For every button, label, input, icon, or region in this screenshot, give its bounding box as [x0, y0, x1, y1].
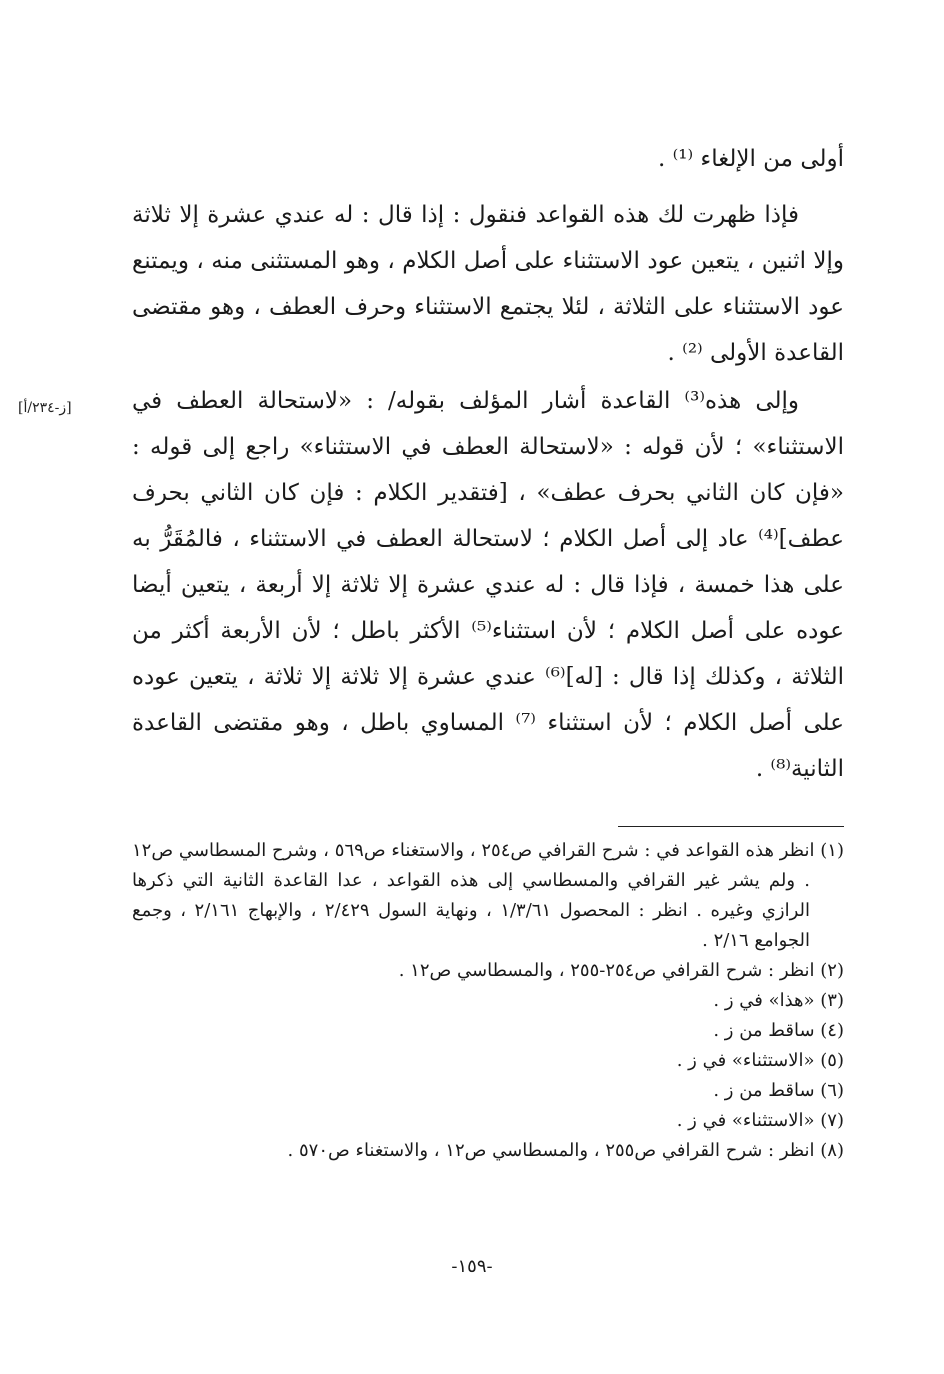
footnote-1: (١) انظر هذه القواعد في : شرح القرافي ص٢٥٤ ، والاستغناء ص٥٦٩ ، وشرح المسطاسي ص١٢ . ولم يشر غير القرافي والمسطاسي إلى هذه القواعد ، عدا القاعدة الثانية التي ذكرها الرازي وغيره . انظر : المحصول ١/٣/٦١ ، ونهاية السول ٢/٤٢٩ ، والإبهاج ٢/١٦١ ، وجمع الجوامع ٢/١٦ .: [132, 840, 844, 951]
margin-manuscript-reference: [ز-٢٣٤/أ]: [18, 400, 72, 416]
footnote-divider: [618, 826, 844, 827]
footnote-7: (٧) «الاستثناء» في ز .: [676, 1110, 844, 1131]
footnotes: [132, 836, 844, 1166]
footnote-4: (٤) ساقط من ز .: [713, 1020, 844, 1041]
footnote-2: (٢) انظر : شرح القرافي ص٢٥٤-٢٥٥ ، والمسطاسي ص١٢ .: [398, 960, 844, 981]
footnote-5: (٥) «الاستثناء» في ز .: [676, 1050, 844, 1071]
footnote-8: (٨) انظر : شرح القرافي ص٢٥٥ ، والمسطاسي ص١٢ ، والاستغناء ص٥٧٠ .: [287, 1140, 844, 1161]
paragraph-2: فإذا ظهرت لك هذه القواعد فنقول : إذا قال : له عندي عشرة إلا ثلاثة وإلا اثنين ، يتعين عود الاستثناء على أصل الكلام ، وهو المستثنى منه ، ويمتنع عود الاستثناء على الثلاثة ، لئلا يجتمع الاستثناء وحرف العطف ، وهو مقتضى القاعدة الأولى ⁽²⁾ .: [132, 202, 844, 366]
paragraph-1: أولى من الإلغاء ⁽¹⁾ .: [657, 146, 844, 172]
footnote-3: (٣) «هذا» في ز .: [713, 990, 844, 1011]
footnote-6: (٦) ساقط من ز .: [713, 1080, 844, 1101]
page-number: -١٥٩-: [451, 1256, 493, 1277]
paragraph-3: وإلى هذه⁽³⁾ القاعدة أشار المؤلف بقوله/ : «لاستحالة العطف في الاستثناء» ؛ لأن قوله : «لاستحالة العطف في الاستثناء» راجع إلى قوله : «فإن كان الثاني بحرف عطف» ، [فتقدير الكلام : فإن كان الثاني بحرف عطف]⁽⁴⁾ عاد إلى أصل الكلام ؛ لاستحالة العطف في الاستثناء ، فالمُقَرُّ به على هذا خمسة ، فإذا قال : له عندي عشرة إلا ثلاثة إلا أربعة ، يتعين أيضا عوده على أصل الكلام ؛ لأن استثناء⁽⁵⁾ الأكثر باطل ؛ لأن الأربعة أكثر من الثلاثة ، وكذلك إذا قال : [له]⁽⁶⁾ عندي عشرة إلا ثلاثة إلا ثلاثة ، يتعين عوده على أصل الكلام ؛ لأن استثناء ⁽⁷⁾ المساوي باطل ، وهو مقتضى القاعدة الثانية⁽⁸⁾ .: [132, 388, 844, 782]
